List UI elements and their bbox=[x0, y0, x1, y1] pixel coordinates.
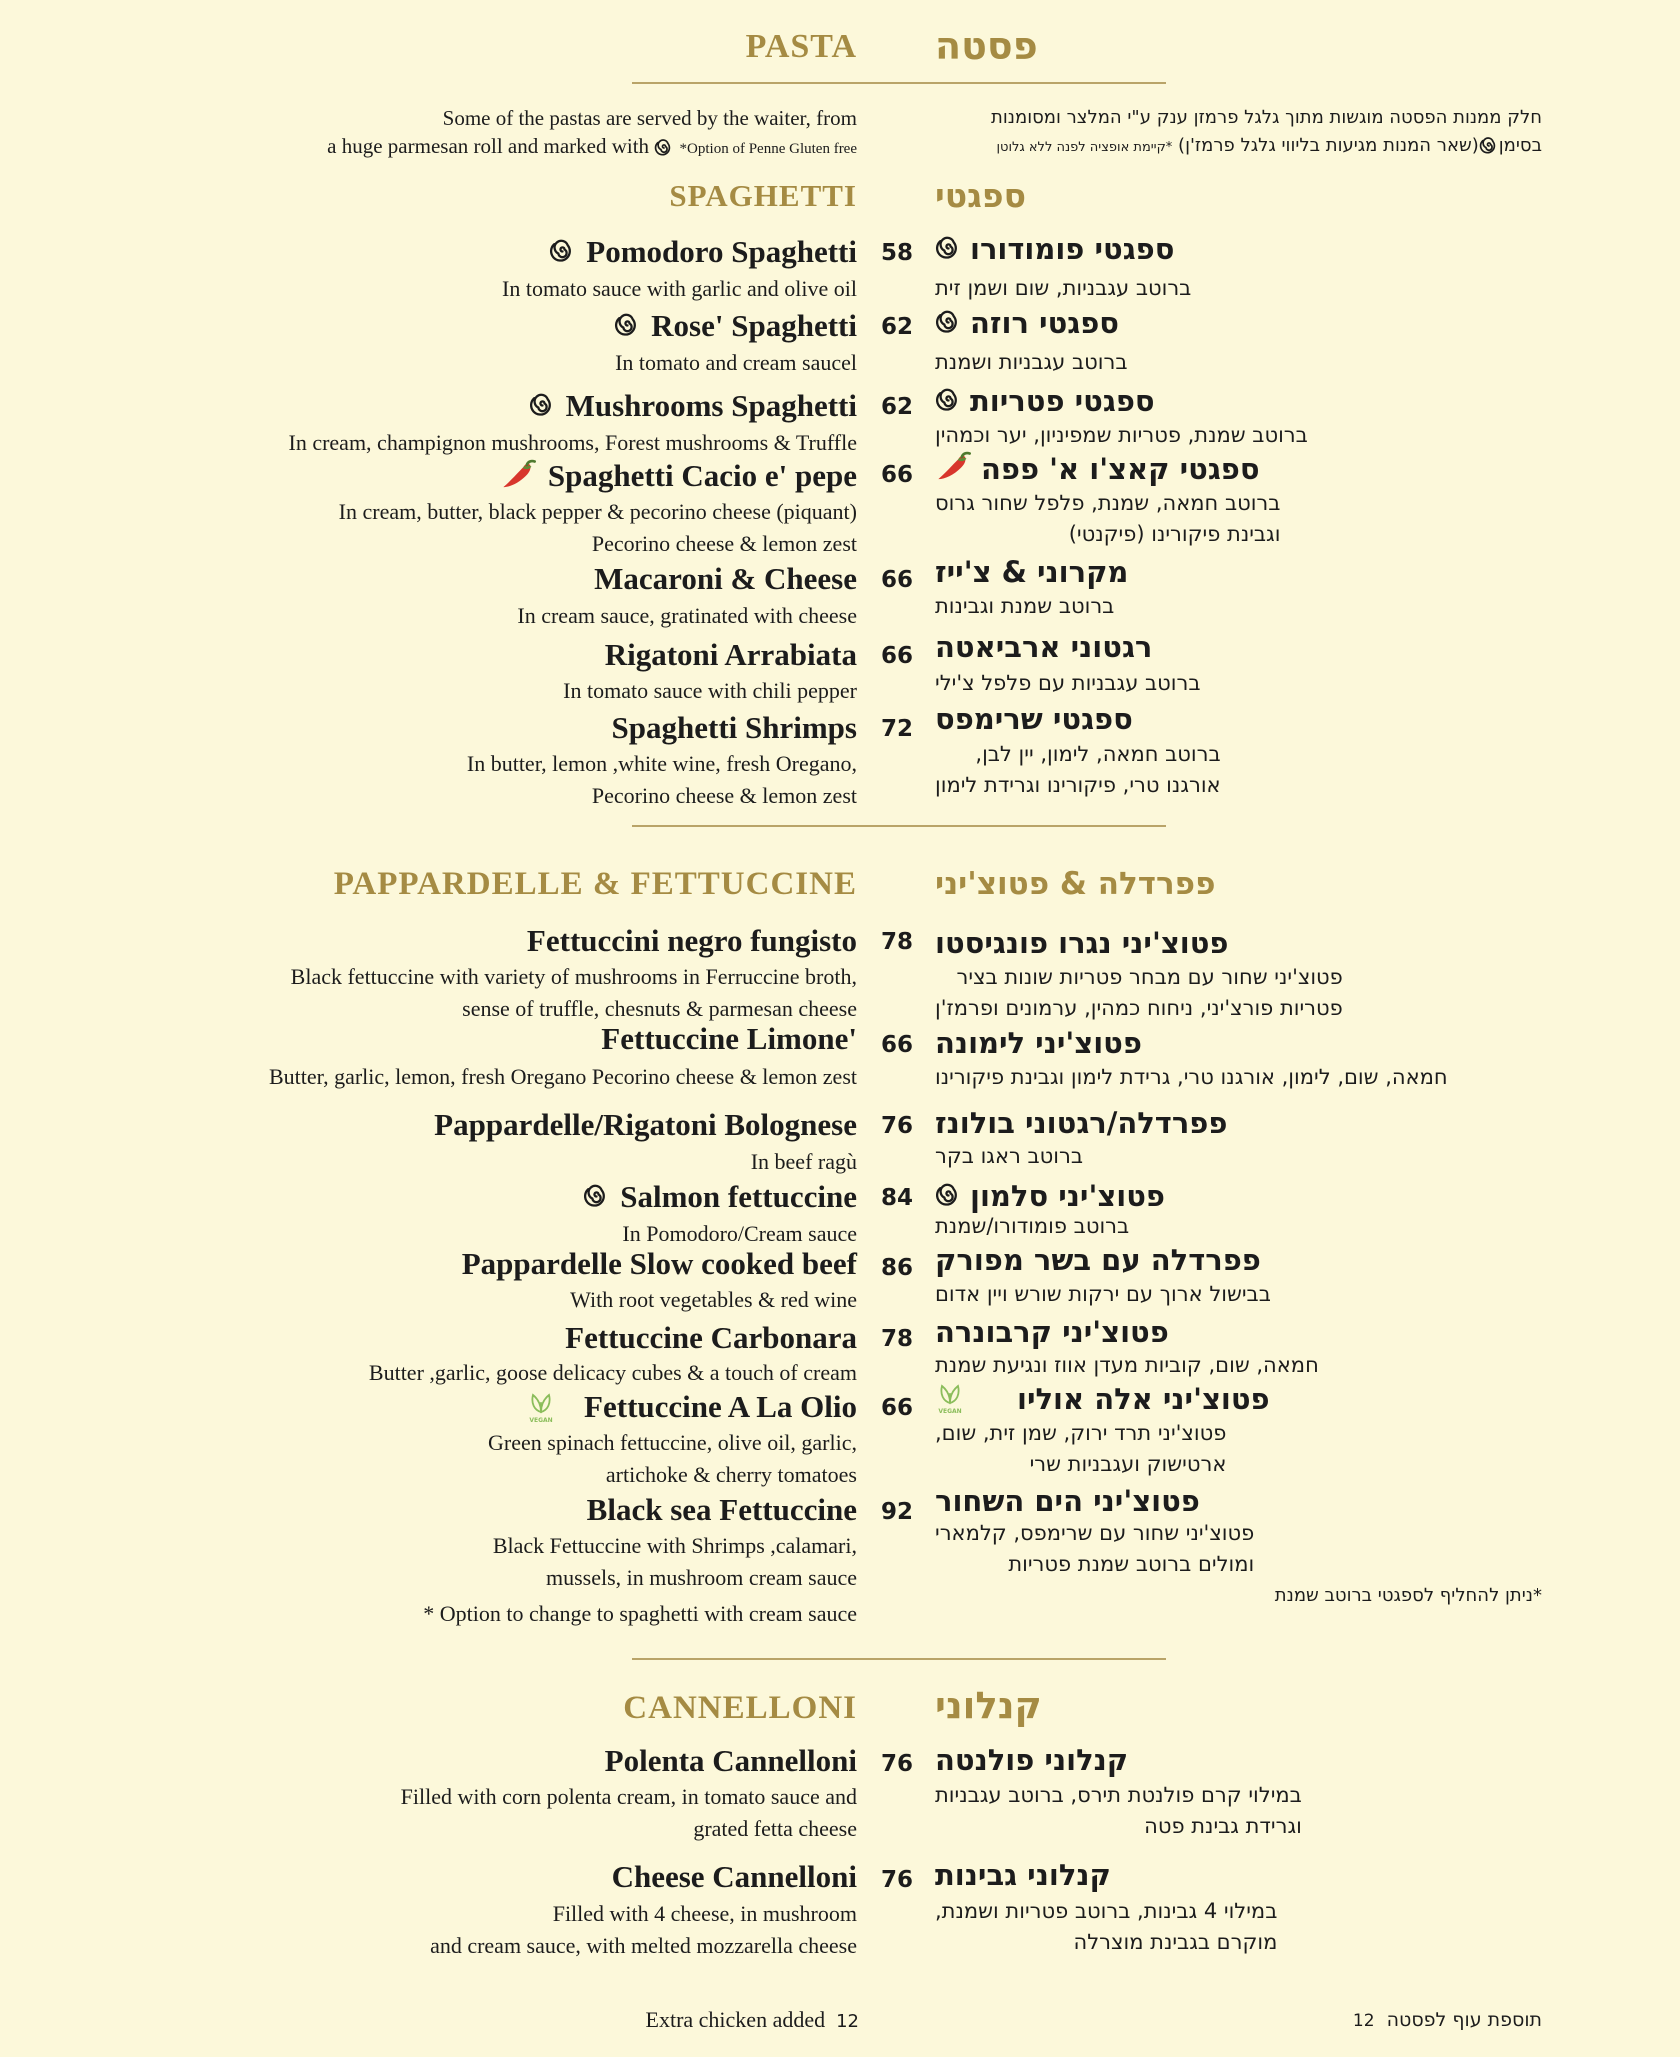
menu-item-desc-en-line: grated fetta cheese bbox=[693, 1816, 857, 1841]
menu-item-price: 92 bbox=[881, 1499, 914, 1525]
menu-item-desc-he bbox=[935, 591, 1114, 622]
menu-item-name-he-text: פפרדלה/רגטוני בולונז bbox=[935, 1106, 1228, 1140]
menu-item-name-en-text: Pappardelle/Rigatoni Bolognese bbox=[434, 1107, 857, 1142]
menu-item-desc-en-line: sense of truffle, chesnuts & parmesan cheese bbox=[462, 996, 857, 1021]
menu-item-desc-en-line: and cream sauce, with melted mozzarella cheese bbox=[430, 1933, 857, 1958]
menu-item-desc-he bbox=[935, 668, 1200, 699]
menu-item-name-he bbox=[935, 1484, 1200, 1518]
menu-item-name-he-text: פטוצ'יני אלה אוליו bbox=[1017, 1382, 1270, 1416]
menu-item-name-he bbox=[935, 306, 1119, 340]
menu-item-desc-he bbox=[935, 1062, 1448, 1093]
parmesan-spiral-icon bbox=[529, 392, 556, 419]
menu-item-desc-en bbox=[615, 347, 857, 379]
menu-item-name-he bbox=[935, 1106, 1227, 1140]
menu-item-desc-he bbox=[935, 1350, 1319, 1381]
menu-item-price: 76 bbox=[881, 1867, 914, 1893]
menu-item-name-en bbox=[587, 1492, 857, 1528]
menu-item-price: 86 bbox=[881, 1255, 914, 1281]
menu-item-desc-en-line: Butter ,garlic, goose delicacy cubes & a touch of cream bbox=[368, 1360, 857, 1385]
menu-item-desc-en bbox=[430, 1898, 857, 1962]
menu-item-desc-he-line: פטוצ'יני שחור עם שרימפס, קלמארי bbox=[935, 1521, 1255, 1545]
menu-item-desc-he-line: בבישול ארוך עם ירקות שורש ויין אדום bbox=[935, 1282, 1271, 1306]
menu-item-desc-he-line: ברוטב עגבניות, שום ושמן זית bbox=[935, 276, 1192, 300]
menu-item-desc-en bbox=[751, 1146, 857, 1178]
menu-item-desc-en-line: Pecorino cheese & lemon zest bbox=[591, 783, 857, 808]
menu-item-desc-en-line: With root vegetables & red wine bbox=[570, 1287, 857, 1312]
menu-item-name-he-text: פטוצ'יני נגרו פונגיסטו bbox=[935, 926, 1229, 960]
menu-item-desc-en bbox=[467, 748, 857, 812]
intro-he-line2 bbox=[935, 132, 1542, 162]
menu-item-name-en-text: Fettuccine Limone' bbox=[601, 1021, 857, 1056]
intro-he-text: (שאר המנות מגיעות בליווי גלגל פרמז'ן) bbox=[1178, 135, 1479, 156]
extra-chicken-he bbox=[935, 2006, 1542, 2035]
intro-he-sign: בסימן bbox=[1498, 135, 1542, 156]
menu-item-name-he-text: קנלוני גבינות bbox=[935, 1858, 1111, 1892]
intro-en-line1: Some of the pastas are served by the waiter, from bbox=[442, 106, 857, 130]
menu-item-name-en bbox=[526, 1389, 857, 1425]
menu-item-desc-he-line: במילוי קרם פולנטת תירס, ברוטב עגבניות bbox=[935, 1783, 1302, 1807]
parmesan-spiral-icon bbox=[935, 309, 962, 336]
menu-item-name-en-text: Rigatoni Arrabiata bbox=[604, 637, 857, 672]
menu-item-desc-he-line: ברוטב עגבניות עם פלפל צ'ילי bbox=[935, 671, 1201, 695]
menu-item-desc-en bbox=[493, 1530, 857, 1594]
menu-item-name-en bbox=[612, 1859, 857, 1895]
menu-item-desc-en-line: In tomato sauce with garlic and olive oil bbox=[502, 276, 857, 301]
menu-item-name-en-text: Black sea Fettuccine bbox=[586, 1492, 857, 1527]
extra-chicken-label-en: Extra chicken added bbox=[645, 2007, 826, 2032]
menu-item-name-he bbox=[935, 926, 1228, 960]
menu-item-desc-en bbox=[570, 1284, 857, 1316]
menu-item-name-he bbox=[935, 1858, 1111, 1892]
intro-en bbox=[327, 104, 857, 163]
menu-item-desc-en-line: In beef ragù bbox=[750, 1149, 857, 1174]
menu-item-desc-en bbox=[291, 961, 857, 1025]
menu-item-desc-he-line: מוקרם בגבינת מוצרלה bbox=[1073, 1930, 1278, 1954]
menu-item-price: 66 bbox=[881, 1032, 914, 1058]
menu-item-name-en-text: Fettuccine Carbonara bbox=[565, 1320, 857, 1355]
menu-item-name-he bbox=[935, 630, 1152, 664]
menu-item-name-en-text: Pappardelle Slow cooked beef bbox=[461, 1246, 857, 1281]
menu-item-name-he-text: ספגטי רוזה bbox=[970, 306, 1120, 340]
pasta-title-he: פסטה bbox=[935, 24, 1038, 68]
cream-sauce-note-en: * Option to change to spaghetti with cream sauce bbox=[423, 1601, 857, 1626]
menu-item-desc-en-line: Black fettuccine with variety of mushrooms in Ferruccine broth, bbox=[290, 964, 857, 989]
vegan-leaf-icon bbox=[935, 1380, 965, 1416]
parmesan-spiral-icon bbox=[935, 387, 962, 414]
parmesan-spiral-icon bbox=[583, 1183, 610, 1210]
menu-item-name-en-text: Pomodoro Spaghetti bbox=[586, 234, 857, 269]
menu-item-name-en-text: Rose' Spaghetti bbox=[651, 308, 857, 343]
pappardelle-title-he: פפרדלה & פטוצ'יני bbox=[935, 866, 1216, 902]
menu-item-name-en-text: Fettuccine A La Olio bbox=[584, 1389, 857, 1424]
menu-item-desc-en-line: Black Fettuccine with Shrimps ,calamari, bbox=[492, 1533, 857, 1558]
menu-item-name-he-text: ספגטי קאצ'ו א' פפה bbox=[981, 452, 1260, 486]
intro-en-text: a huge parmesan roll and marked with bbox=[327, 134, 650, 158]
menu-item-name-en bbox=[605, 1743, 857, 1779]
menu-item-price: 72 bbox=[881, 716, 914, 742]
menu-item-name-he bbox=[935, 1243, 1261, 1277]
intro-he-line1: חלק ממנות הפסטה מוגשות מתוך גלגל פרמזן ענק ע"י המלצר ומסומנות bbox=[991, 107, 1542, 128]
menu-item-desc-en bbox=[289, 427, 858, 459]
menu-item-name-en bbox=[434, 1107, 857, 1143]
menu-item-desc-he bbox=[935, 1780, 1302, 1842]
menu-item-name-en bbox=[529, 388, 857, 424]
menu-item-desc-en-line: In Pomodoro/Cream sauce bbox=[622, 1221, 857, 1246]
menu-item-desc-he bbox=[935, 273, 1191, 304]
menu-item-price: 58 bbox=[881, 240, 914, 266]
parmesan-spiral-icon bbox=[614, 312, 641, 339]
menu-item-name-he-text: רגטוני ארביאטה bbox=[935, 630, 1153, 664]
menu-item-desc-he bbox=[935, 420, 1308, 451]
menu-item-desc-en-line: In tomato sauce with chili pepper bbox=[563, 678, 857, 703]
menu-item-desc-he bbox=[935, 1211, 1129, 1242]
menu-item-desc-he bbox=[935, 739, 1221, 801]
intro-en-line2 bbox=[327, 132, 857, 163]
menu-item-name-he bbox=[935, 384, 1155, 418]
extra-chicken-price-he: 12 bbox=[1352, 2011, 1375, 2031]
menu-item-desc-en bbox=[488, 1427, 857, 1491]
menu-item-desc-he-line: פטריות פורצ'יני, ניחוח כמהין, ערמונים ופרמז'ן bbox=[935, 996, 1343, 1020]
menu-item-desc-en-line: In cream sauce, gratinated with cheese bbox=[517, 603, 857, 628]
menu-item-price: 76 bbox=[881, 1113, 914, 1139]
menu-item-price: 62 bbox=[881, 394, 914, 420]
menu-item-name-he bbox=[935, 702, 1133, 736]
menu-item-desc-he bbox=[935, 962, 1343, 1024]
menu-item-desc-he-line: חמאה, שום, קוביות מעדן אווז ונגיעת שמנת bbox=[935, 1353, 1319, 1377]
menu-item-name-he-text: ספגטי פטריות bbox=[970, 384, 1155, 418]
menu-item-price: 66 bbox=[881, 567, 914, 593]
menu-item-desc-en-line: Pecorino cheese & lemon zest bbox=[591, 531, 857, 556]
menu-item-desc-he bbox=[935, 488, 1280, 550]
gluten-note-he: *קיימת אופציה לפנה ללא גלוטן bbox=[996, 140, 1173, 155]
pasta-title-en: PASTA bbox=[745, 28, 857, 65]
extra-chicken-price-en: 12 bbox=[836, 2011, 859, 2032]
menu-item-name-en-text: Mushrooms Spaghetti bbox=[565, 388, 857, 423]
menu-item-desc-en-line: In cream, butter, black pepper & pecorino cheese (piquant) bbox=[338, 499, 857, 524]
menu-item-desc-he-line: ברוטב עגבניות ושמנת bbox=[935, 350, 1128, 374]
menu-item-desc-en bbox=[401, 1781, 857, 1845]
menu-item-name-en bbox=[594, 561, 857, 597]
gluten-note-en: *Option of Penne Gluten free bbox=[679, 141, 857, 157]
menu-item-name-he-text: פטוצ'יני קרבונרה bbox=[935, 1315, 1169, 1349]
menu-item-desc-he-line: ארטישוק ועגבניות שרי bbox=[1029, 1452, 1227, 1476]
menu-item-name-en bbox=[612, 710, 857, 746]
menu-item-name-he-text: ספגטי שרימפס bbox=[935, 702, 1133, 736]
menu-item-desc-en bbox=[563, 675, 857, 707]
menu-item-price: 78 bbox=[881, 1326, 914, 1352]
menu-item-desc-he-line: וגרידת גבינת פטה bbox=[1144, 1814, 1302, 1838]
menu-item-desc-he-line: ברוטב שמנת, פטריות שמפיניון, יער וכמהין bbox=[935, 423, 1308, 447]
menu-item-desc-he bbox=[935, 347, 1127, 378]
menu-item-desc-en bbox=[269, 1061, 857, 1093]
parmesan-spiral-icon bbox=[549, 238, 576, 265]
menu-item-name-en-text: Macaroni & Cheese bbox=[594, 561, 857, 596]
menu-item-name-he-text: קנלוני פולנטה bbox=[935, 1743, 1129, 1777]
menu-item-desc-en bbox=[339, 496, 857, 560]
menu-item-name-en-text: Cheese Cannelloni bbox=[611, 1859, 857, 1894]
menu-item-name-en-text: Spaghetti Cacio e' pepe bbox=[547, 458, 857, 493]
cannelloni-title-he: קנלוני bbox=[935, 1684, 1042, 1727]
menu-item-name-he bbox=[935, 1743, 1128, 1777]
chili-pepper-icon bbox=[500, 459, 538, 493]
menu-item-desc-he bbox=[935, 1279, 1271, 1310]
cream-sauce-note-he: *ניתן להחליף לספגטי ברוטב שמנת bbox=[1274, 1585, 1542, 1606]
menu-item-desc-en-line: Green spinach fettuccine, olive oil, garlic, bbox=[488, 1430, 857, 1455]
menu-item-desc-he-line: ברוטב פומודורו/שמנת bbox=[935, 1214, 1130, 1238]
menu-item-desc-he-line: ברוטב שמנת וגבינות bbox=[935, 594, 1115, 618]
menu-item-name-he-text: פטוצ'יני הים השחור bbox=[935, 1484, 1200, 1518]
menu-item-name-en bbox=[583, 1179, 857, 1215]
menu-item-price: 76 bbox=[881, 1751, 914, 1777]
menu-item-desc-he-line: ברוטב חמאה, לימון, יין לבן, bbox=[975, 742, 1221, 766]
extra-chicken-en bbox=[646, 2006, 859, 2036]
menu-item-desc-en-line: mussels, in mushroom cream sauce bbox=[546, 1565, 857, 1590]
menu-item-desc-en bbox=[517, 600, 857, 632]
vegan-leaf-icon bbox=[526, 1389, 556, 1425]
menu-item-desc-he-line: ברוטב חמאה, שמנת, פלפל שחור גרוס bbox=[935, 491, 1281, 515]
menu-item-desc-en-line: artichoke & cherry tomatoes bbox=[605, 1462, 857, 1487]
menu-item-desc-he bbox=[935, 1518, 1254, 1580]
menu-item-name-en-text: Polenta Cannelloni bbox=[604, 1743, 857, 1778]
menu-item-desc-he-line: ומולים ברוטב שמנת פטריות bbox=[1008, 1552, 1255, 1576]
menu-item-price: 78 bbox=[881, 929, 914, 955]
parmesan-spiral-icon bbox=[935, 1182, 962, 1209]
menu-item-price: 66 bbox=[881, 643, 914, 669]
menu-item-price: 62 bbox=[881, 314, 914, 340]
spaghetti-title-he: ספגטי bbox=[935, 176, 1027, 215]
divider bbox=[632, 82, 1166, 84]
menu-item-desc-en bbox=[369, 1357, 857, 1389]
menu-item-name-he bbox=[935, 1315, 1169, 1349]
menu-item-name-he bbox=[935, 452, 1260, 486]
menu-item-name-en bbox=[605, 637, 857, 673]
menu-item-name-he bbox=[935, 1179, 1165, 1213]
menu-item-name-he bbox=[935, 1382, 1270, 1416]
menu-item-desc-he-line: אורגנו טרי, פיקורינו וגרידת לימון bbox=[935, 773, 1221, 797]
menu-item-name-he-text: ספגטי פומודורו bbox=[970, 232, 1175, 266]
menu-item-desc-he-line: פטוצ'יני שחור עם מבחר פטריות שונות בציר bbox=[956, 965, 1343, 989]
parmesan-spiral-icon bbox=[935, 235, 962, 262]
menu-item-name-en-text: Spaghetti Shrimps bbox=[611, 710, 857, 745]
menu-item-desc-he-line: חמאה, שום, לימון, אורגנו טרי, גרידת לימון וגבינת פיקורינו bbox=[935, 1065, 1448, 1089]
menu-item-name-he-text: פטוצ'יני לימונה bbox=[935, 1026, 1142, 1060]
menu-item-desc-en-line: Filled with corn polenta cream, in tomato sauce and bbox=[400, 1784, 857, 1809]
parmesan-spiral-icon bbox=[654, 138, 674, 158]
menu-item-name-en bbox=[527, 923, 857, 959]
menu-item-name-he-text: פפרדלה עם בשר מפורק bbox=[935, 1243, 1261, 1277]
menu-item-name-he-text: פטוצ'יני סלמון bbox=[970, 1179, 1165, 1213]
menu-item-name-en bbox=[565, 1320, 857, 1356]
menu-item-price: 66 bbox=[881, 1395, 914, 1421]
menu-item-desc-en-line: Filled with 4 cheese, in mushroom bbox=[552, 1901, 857, 1926]
menu-item-name-en-text: Fettuccini negro fungisto bbox=[526, 923, 857, 958]
menu-item-desc-he bbox=[935, 1418, 1226, 1480]
menu-item-desc-en-line: Butter, garlic, lemon, fresh Oregano Pecorino cheese & lemon zest bbox=[268, 1064, 857, 1089]
menu-item-name-he bbox=[935, 232, 1174, 266]
menu-item-desc-en-line: In butter, lemon ,white wine, fresh Oregano, bbox=[466, 751, 857, 776]
menu-item-desc-he-line: ברוטב ראגו בקר bbox=[935, 1144, 1083, 1168]
menu-item-desc-en-line: In cream, champignon mushrooms, Forest mushrooms & Truffle bbox=[288, 430, 857, 455]
menu-item-desc-he-line: פטוצ'יני תרד ירוק, שמן זית, שום, bbox=[935, 1421, 1227, 1445]
extra-chicken-label-he: תוספת עוף לפסטה bbox=[1386, 2009, 1542, 2031]
menu-item-name-en-text: Salmon fettuccine bbox=[620, 1179, 857, 1214]
spaghetti-title-en: SPAGHETTI bbox=[669, 178, 857, 213]
cannelloni-title-en: CANNELLONI bbox=[623, 1690, 857, 1726]
chili-pepper-icon bbox=[935, 451, 973, 485]
menu-item-name-en bbox=[500, 458, 857, 494]
menu-item-name-en bbox=[601, 1021, 857, 1057]
menu-item-desc-he bbox=[935, 1896, 1277, 1958]
intro-he bbox=[935, 104, 1542, 162]
menu-item-name-en bbox=[462, 1246, 857, 1282]
divider bbox=[632, 1658, 1166, 1660]
menu-item-desc-he-line: וגבינת פיקורינו (פיקנטי) bbox=[1068, 522, 1281, 546]
parmesan-spiral-icon bbox=[1479, 136, 1499, 156]
menu-item-name-he-text: מקרוני & צ'ייז bbox=[935, 555, 1129, 589]
divider bbox=[632, 825, 1166, 827]
menu-item-desc-he bbox=[935, 1141, 1083, 1172]
menu-item-name-en bbox=[549, 234, 857, 270]
menu-item-desc-en-line: In tomato and cream saucel bbox=[615, 350, 857, 375]
menu-item-desc-he-line: במילוי 4 גבינות, ברוטב פטריות ושמנת, bbox=[935, 1899, 1278, 1923]
menu-item-price: 66 bbox=[881, 462, 914, 488]
menu-item-name-en bbox=[614, 308, 857, 344]
menu-item-name-he bbox=[935, 1026, 1142, 1060]
menu-item-name-he bbox=[935, 555, 1128, 589]
menu-item-price: 84 bbox=[881, 1185, 914, 1211]
menu-item-desc-en bbox=[502, 273, 857, 305]
pappardelle-title-en: PAPPARDELLE & FETTUCCINE bbox=[333, 866, 857, 902]
